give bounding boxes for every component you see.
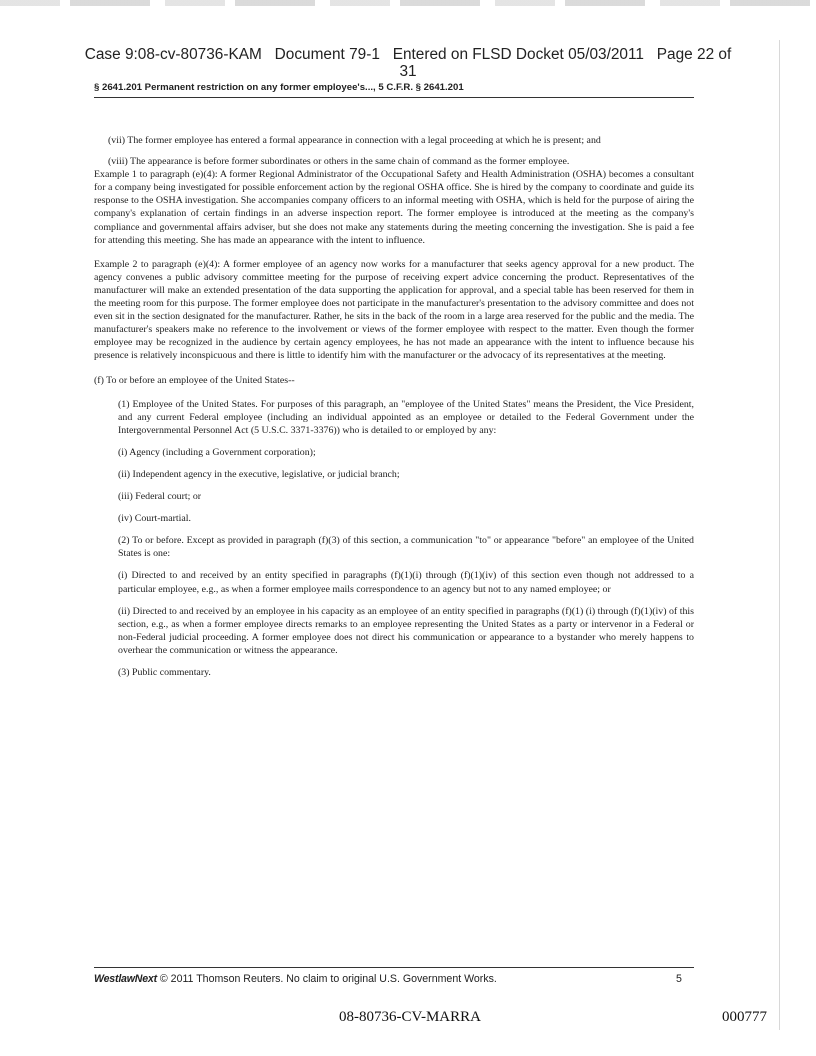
- scan-artifact-right-edge: [779, 40, 780, 1030]
- paragraph-viii: (viii) The appearance is before former subordinates or others in the same chain of command as the former employee.: [108, 156, 570, 168]
- footer-copyright-line: [94, 973, 497, 985]
- paragraph-f-2: (2) To or before. Except as provided in paragraph (f)(3) of this section, a communication "to" or appearance "before" an employee of the United States is one:: [118, 535, 694, 560]
- paragraph-f-2-ii: (ii) Directed to and received by an employee in his capacity as an employee of an entity specified in paragraphs (f)(1) (i) through (f)(1)(iv) of this section, e.g., as when a former employee directs remarks to an employee representing the United States as a party or intervenor in a Federal or non-Federal judicial proceeding. A former employee does not direct his communication or appearance to a bystander who merely happens to overhear the communication or witness the appearance.: [118, 605, 694, 656]
- bates-number: 000777: [722, 1009, 767, 1025]
- scan-artifact-top: [0, 0, 816, 6]
- paragraph-f-1-ii: (ii) Independent agency in the executive, legislative, or judicial branch;: [118, 468, 400, 480]
- paragraph-f-1: (1) Employee of the United States. For purposes of this paragraph, an "employee of the United States" means the President, the Vice President, and any current Federal employee (including an individual appointed as an employee or detailed to the Federal Government under the Intergovernmental Personnel Act (5 U.S.C. 3371-3376)) who is detailed to or employed by any:: [118, 398, 694, 436]
- header-divider: [94, 97, 694, 98]
- westlaw-logo: WestlawNext: [94, 973, 157, 985]
- footer-page-number: 5: [676, 973, 682, 985]
- case-label: 08-80736-CV-MARRA: [339, 1009, 481, 1025]
- paragraph-f-3: (3) Public commentary.: [118, 667, 211, 678]
- paragraph-f-1-iv: (iv) Court-martial.: [118, 513, 191, 525]
- citation-header: § 2641.201 Permanent restriction on any former employee's..., 5 C.F.R. § 2641.201: [94, 82, 464, 93]
- paragraph-f-1-iii: (iii) Federal court; or: [118, 491, 202, 503]
- example-1-paragraph: Example 1 to paragraph (e)(4): A former Regional Administrator of the Occupational Safety and Health Administration (OSHA) becomes a consultant for a company being investigated for possible enforcement action by the regional OSHA office. She is hired by the company to coordinate and guide its response to the OSHA investigation. She accompanies company officers to an informal meeting with OSHA, which is held for the purpose of airing the company's explanation of certain findings in an adverse inspection report. The former employee is introduced at the meeting as the company's compliance and governmental affairs adviser, but she does not make any statements during the meeting concerning the investigation. She is paid a fee for attending this meeting. She has made an appearance with the intent to influence.: [94, 169, 694, 246]
- court-filing-stamp-line2: 31: [399, 63, 417, 80]
- example-2-paragraph: Example 2 to paragraph (e)(4): A former employee of an agency now works for a manufacturer that seeks agency approval for a new product. The agency convenes a public advisory committee meeting for the purpose of receiving expert advice concerning the product. Representatives of the manufacturer will make an extended presentation of the data supporting the application for approval, and a special table has been reserved for them in the meeting room for this purpose. The former employee does not participate in the manufacturer's presentation to the advisory committee and does not even sit in the section designated for the manufacturer. Rather, he sits in the back of the room in a large area reserved for the public and the media. The manufacturer's speakers make no reference to the involvement or views of the former employee with respect to the matter. Even though the former employee may be recognized in the audience by certain agency employees, he has not made an appearance with the intent to influence because his presence is relatively inconspicuous and there is little to identify him with the manufacturer or the advocacy of its representatives at the meeting.: [94, 258, 694, 362]
- court-filing-stamp: [78, 46, 738, 80]
- paragraph-f-heading: (f) To or before an employee of the United States--: [94, 374, 295, 386]
- court-filing-stamp-line1: Case 9:08-cv-80736-KAM Document 79-1 Entered on FLSD Docket 05/03/2011 Page 22 of: [84, 46, 732, 63]
- paragraph-f-2-i: (i) Directed to and received by an entity specified in paragraphs (f)(1)(i) through (f)(1)(iv) of this section even though not addressed to a particular employee, e.g., as when a former employee mails correspondence to an agency but not to any named employee; or: [118, 570, 694, 595]
- paragraph-vii: (vii) The former employee has entered a formal appearance in connection with a legal proceeding at which he is present; and: [108, 135, 601, 146]
- footer-divider: [94, 967, 694, 968]
- document-body: [94, 134, 694, 679]
- footer-copyright: © 2011 Thomson Reuters. No claim to original U.S. Government Works.: [159, 973, 497, 985]
- paragraph-f-1-i: (i) Agency (including a Government corporation);: [118, 446, 316, 458]
